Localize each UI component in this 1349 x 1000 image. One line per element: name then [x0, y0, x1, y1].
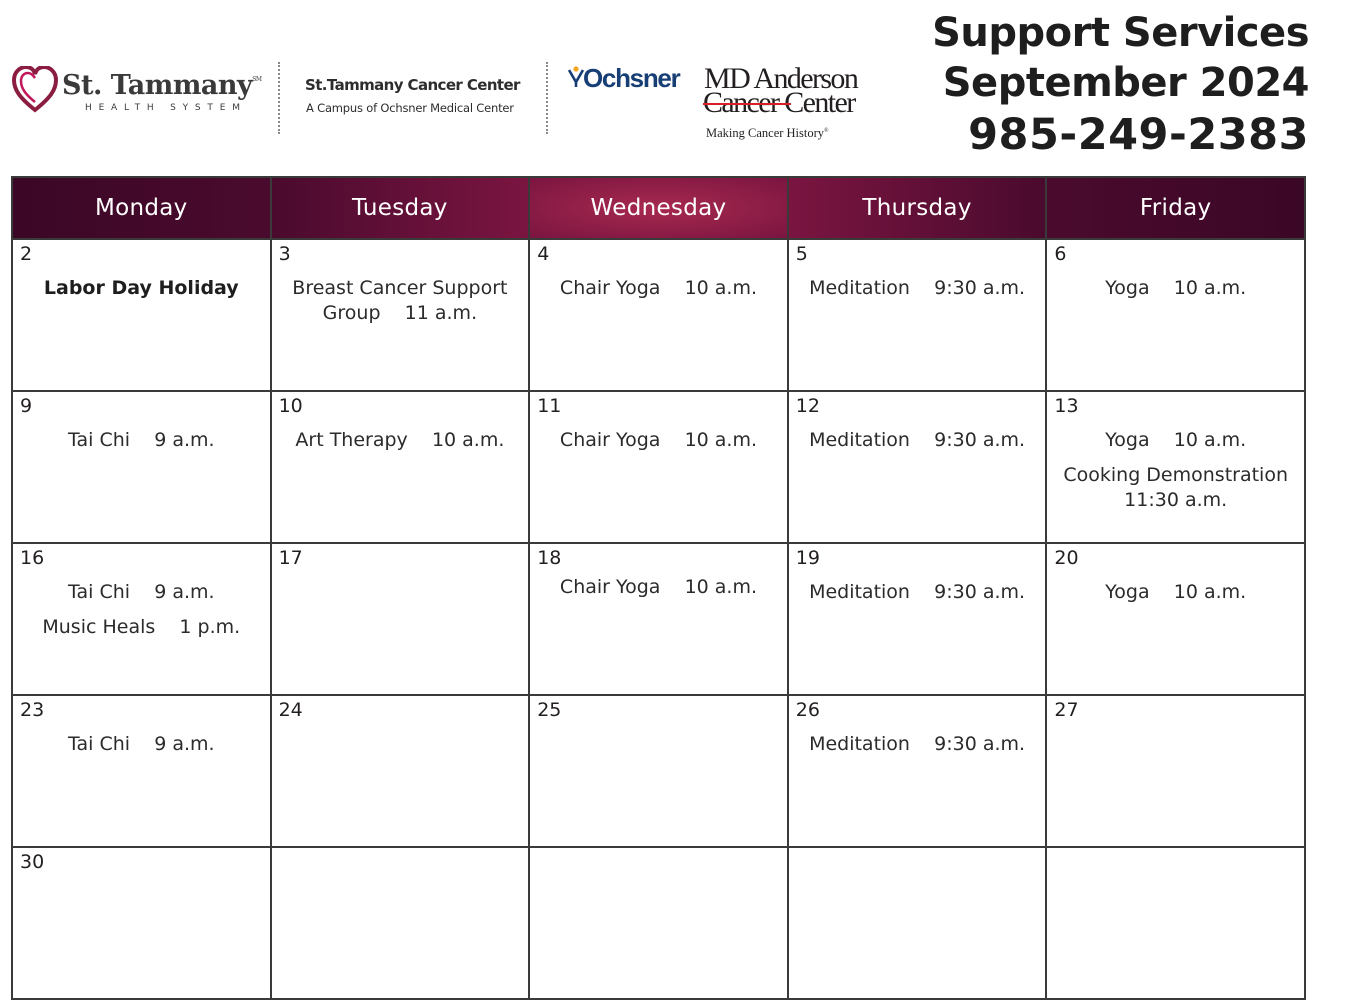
calendar-day-cell: [1046, 391, 1305, 543]
day-number: 13: [1054, 395, 1079, 417]
calendar-week-row: [12, 543, 1305, 695]
calendar-day-cell: [12, 847, 271, 999]
ochsner-figure-icon: [568, 66, 584, 88]
day-number: 17: [278, 547, 303, 569]
day-number: 6: [1054, 243, 1067, 265]
calendar-day-cell: [271, 695, 530, 847]
calendar-day-cell: [529, 695, 788, 847]
calendar-day-cell: [271, 847, 530, 999]
calendar-day-cell: [12, 391, 271, 543]
calendar-day-cell: [271, 391, 530, 543]
event-item: Tai Chi 9 a.m.: [68, 733, 215, 755]
day-events: [276, 428, 525, 463]
cancer-center-subtitle: A Campus of Ochsner Medical Center: [306, 101, 514, 115]
calendar-day-cell: [529, 391, 788, 543]
day-events: [17, 732, 266, 767]
holiday-label: Labor Day Holiday: [43, 277, 239, 299]
calendar-day-cell: [788, 391, 1047, 543]
page-title: Support Services: [932, 10, 1309, 56]
day-events: [793, 428, 1042, 463]
calendar-day-cell: [529, 239, 788, 391]
st-tammany-name: St. Tammany: [62, 70, 253, 101]
event-item: Art Therapy 10 a.m.: [295, 429, 505, 451]
registered-mark: ®: [824, 127, 829, 134]
day-events: [1051, 428, 1300, 523]
page-header: [0, 0, 1349, 176]
day-events: [276, 276, 525, 336]
day-number: 23: [20, 699, 45, 721]
event-item: Cooking Demonstration 11:30 a.m.: [1063, 464, 1288, 511]
day-number: 30: [20, 851, 45, 873]
event-item: Chair Yoga 10 a.m.: [559, 429, 758, 451]
event-item: Meditation 9:30 a.m.: [809, 733, 1026, 755]
day-events: [17, 428, 266, 463]
event-item: Chair Yoga 10 a.m.: [559, 277, 758, 299]
event-item: Tai Chi 9 a.m.: [68, 429, 215, 451]
weekday-header: Wednesday: [529, 177, 788, 239]
day-number: 11: [537, 395, 562, 417]
ochsner-wordmark: Ochsner: [583, 63, 680, 93]
event-item: Yoga 10 a.m.: [1105, 429, 1247, 451]
day-events: [17, 580, 266, 650]
service-mark: SM: [252, 76, 262, 83]
event-item: Breast Cancer Support Group 11 a.m.: [292, 277, 508, 324]
cancer-center-wordmark: Cancer Center: [703, 86, 855, 119]
day-events: [1051, 580, 1300, 615]
weekday-header-row: [12, 177, 1305, 239]
day-number: 27: [1054, 699, 1079, 721]
event-item: Meditation 9:30 a.m.: [809, 429, 1026, 451]
day-number: 16: [20, 547, 45, 569]
day-number: 2: [20, 243, 33, 265]
day-events: [793, 276, 1042, 311]
calendar-grid: [11, 176, 1306, 1000]
day-number: 18: [537, 547, 562, 569]
event-item: Yoga 10 a.m.: [1105, 581, 1247, 603]
calendar-day-cell: [1046, 239, 1305, 391]
day-events: [793, 580, 1042, 615]
cancer-center-name: St.Tammany Cancer Center: [305, 76, 520, 94]
phone-number: 985-249-2383: [968, 110, 1309, 160]
day-number: 25: [537, 699, 562, 721]
st-tammany-logo: [12, 66, 262, 118]
calendar-day-cell: [1046, 543, 1305, 695]
day-number: 10: [278, 395, 303, 417]
day-number: 4: [537, 243, 550, 265]
calendar-day-cell: [529, 543, 788, 695]
md-anderson-wordmark: MD Anderson: [704, 62, 858, 95]
calendar-day-cell: [12, 543, 271, 695]
event-item: Meditation 9:30 a.m.: [809, 277, 1026, 299]
day-events: [17, 276, 266, 311]
day-events: [534, 428, 783, 463]
calendar-body: [12, 239, 1305, 999]
event-item: Meditation 9:30 a.m.: [809, 581, 1026, 603]
day-events: [534, 276, 783, 311]
calendar-day-cell: [12, 695, 271, 847]
calendar-day-cell: [788, 695, 1047, 847]
calendar-day-cell: [529, 847, 788, 999]
day-events: [793, 732, 1042, 767]
day-number: 26: [795, 699, 820, 721]
day-number: 19: [795, 547, 820, 569]
calendar-day-cell: [1046, 847, 1305, 999]
cancer-strikethrough: [703, 103, 791, 105]
header-divider: [546, 62, 548, 134]
calendar-week-row: [12, 847, 1305, 999]
day-number: 3: [278, 243, 291, 265]
day-events: [1051, 276, 1300, 311]
day-number: 20: [1054, 547, 1079, 569]
heart-icon: [12, 66, 58, 114]
month-year: September 2024: [942, 60, 1309, 106]
making-cancer-history-tagline: Making Cancer History: [706, 126, 825, 140]
day-number: 9: [20, 395, 33, 417]
weekday-header: Monday: [12, 177, 271, 239]
event-item: Yoga 10 a.m.: [1105, 277, 1247, 299]
weekday-header: Tuesday: [271, 177, 530, 239]
event-item: Music Heals 1 p.m.: [42, 616, 241, 638]
calendar-week-row: [12, 391, 1305, 543]
day-number: 24: [278, 699, 303, 721]
weekday-header: Thursday: [788, 177, 1047, 239]
calendar-week-row: [12, 239, 1305, 391]
day-number: 5: [795, 243, 808, 265]
title-block: [932, 8, 1309, 162]
calendar-day-cell: [788, 543, 1047, 695]
event-item: Tai Chi 9 a.m.: [68, 581, 215, 603]
calendar-day-cell: [271, 543, 530, 695]
header-divider: [278, 62, 280, 134]
calendar-day-cell: [1046, 695, 1305, 847]
day-events: [534, 575, 783, 610]
event-item: Chair Yoga 10 a.m.: [559, 576, 758, 598]
weekday-header: Friday: [1046, 177, 1305, 239]
calendar-day-cell: [788, 239, 1047, 391]
health-system-label: HEALTH SYSTEM: [85, 103, 247, 113]
calendar-day-cell: [271, 239, 530, 391]
calendar-day-cell: [788, 847, 1047, 999]
calendar-week-row: [12, 695, 1305, 847]
day-number: 12: [795, 395, 820, 417]
calendar-day-cell: [12, 239, 271, 391]
